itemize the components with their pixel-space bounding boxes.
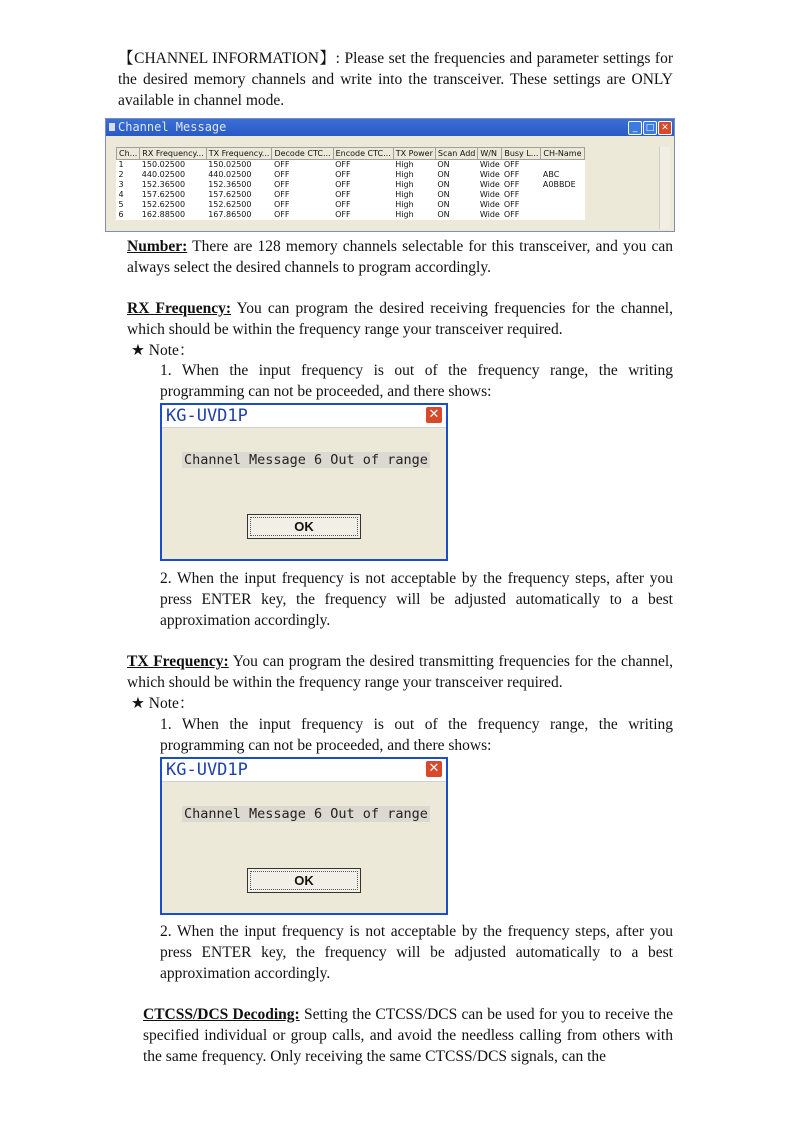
table-cell[interactable]: OFF: [273, 180, 290, 189]
table-cell[interactable]: ON: [437, 160, 450, 169]
table-cell[interactable]: Wide: [479, 160, 500, 169]
rx-item-2: 2. When the input frequency is not acceptable by the frequency steps, after you press ENTER key, the frequency will be adjusted automatically to a best approximation accordingly.: [160, 570, 673, 629]
column-header[interactable]: Decode CTC...: [272, 148, 333, 160]
table-cell[interactable]: Wide: [479, 200, 500, 209]
table-cell[interactable]: 150.02500: [141, 160, 186, 169]
table-cell[interactable]: OFF: [503, 200, 520, 209]
table-cell[interactable]: OFF: [335, 160, 351, 169]
table-row[interactable]: [117, 180, 585, 190]
table-cell[interactable]: High: [395, 200, 414, 209]
channel-window-titlebar: [106, 119, 674, 136]
tx-paragraph: [127, 651, 673, 693]
table-row[interactable]: [117, 170, 585, 180]
number-heading: Number:: [127, 238, 188, 255]
maximize-icon[interactable]: □: [643, 121, 657, 135]
ctcss-text: Setting the CTCSS/DCS can be used for you to receive the specified individual or group calls, and avoid the needless calling from others with the same frequency. Only receiving the same CTCSS/DCS signals, can the: [143, 1006, 673, 1065]
dialog-message: Channel Message 6 Out of range: [184, 452, 428, 468]
channel-message-window: [105, 118, 675, 232]
table-cell[interactable]: OFF: [335, 180, 351, 189]
table-cell[interactable]: ABC: [542, 170, 560, 179]
table-cell[interactable]: 162.88500: [141, 210, 186, 219]
table-cell[interactable]: Wide: [479, 190, 500, 199]
ctcss-heading: CTCSS/DCS Decoding:: [143, 1006, 300, 1023]
dialog-message: Channel Message 6 Out of range: [184, 806, 428, 822]
table-cell[interactable]: Wide: [479, 210, 500, 219]
table-cell[interactable]: 440.02500: [208, 170, 252, 179]
table-row[interactable]: [117, 160, 585, 171]
table-cell[interactable]: 152.36500: [208, 180, 252, 189]
table-cell[interactable]: ON: [437, 210, 450, 219]
column-header[interactable]: Ch...: [117, 148, 140, 160]
rx-item-1: 1. When the input frequency is out of the frequency range, the writing programming can not be proceeded, and there shows:: [160, 362, 673, 400]
table-cell[interactable]: Wide: [479, 180, 500, 189]
table-cell[interactable]: [541, 160, 584, 171]
table-cell[interactable]: 1: [118, 160, 124, 169]
rx-note: ★ Note：: [131, 342, 195, 359]
table-cell[interactable]: ON: [437, 200, 450, 209]
dialog-title: KG-UVD1P: [166, 406, 248, 426]
table-cell[interactable]: ON: [437, 170, 450, 179]
table-cell[interactable]: OFF: [503, 180, 520, 189]
table-cell[interactable]: OFF: [273, 210, 290, 219]
dialog-titlebar: [162, 759, 446, 782]
column-header[interactable]: Encode CTC...: [333, 148, 393, 160]
intro-text: : Please set the frequencies and parameter settings for the desired memory channels and write into the transceiver. These settings are ONLY available in channel mode.: [118, 50, 673, 109]
column-header[interactable]: TX Power: [393, 148, 435, 160]
rx-text: You can program the desired receiving frequencies for the channel, which should be within the frequency range your transceiver required.: [127, 300, 673, 338]
table-cell[interactable]: ON: [437, 190, 450, 199]
tx-error-dialog: [160, 757, 448, 915]
ok-button[interactable]: OK: [247, 868, 361, 893]
close-icon[interactable]: ✕: [425, 760, 443, 778]
table-cell[interactable]: High: [395, 160, 414, 169]
channel-window-title: Channel Message: [118, 120, 227, 134]
number-paragraph: [127, 236, 673, 278]
ok-button[interactable]: OK: [247, 514, 361, 539]
table-cell[interactable]: High: [395, 210, 414, 219]
column-header[interactable]: CH-Name: [541, 148, 584, 160]
table-cell[interactable]: OFF: [273, 160, 290, 169]
tx-heading: TX Frequency:: [127, 653, 229, 670]
table-cell[interactable]: OFF: [273, 200, 290, 209]
table-cell[interactable]: High: [395, 180, 414, 189]
intro-paragraph: [118, 48, 673, 111]
table-cell[interactable]: 167.86500: [208, 210, 252, 219]
table-cell[interactable]: [541, 210, 584, 220]
table-cell[interactable]: OFF: [273, 190, 290, 199]
rx-paragraph: [127, 298, 673, 340]
tx-text: You can program the desired transmitting frequencies for the channel, which should be within the frequency range your transceiver required.: [127, 653, 674, 691]
ctcss-paragraph: [143, 1004, 673, 1067]
column-header[interactable]: TX Frequency...: [206, 148, 272, 160]
table-row[interactable]: [117, 200, 585, 210]
table-cell[interactable]: OFF: [503, 210, 520, 219]
vertical-scrollbar[interactable]: [659, 147, 670, 229]
table-cell[interactable]: 152.62500: [208, 200, 252, 209]
table-cell[interactable]: Wide: [479, 170, 500, 179]
table-row[interactable]: [117, 210, 585, 220]
dialog-title: KG-UVD1P: [166, 760, 248, 780]
table-cell[interactable]: 152.62500: [141, 200, 186, 209]
intro-heading: 【CHANNEL INFORMATION】: [118, 50, 336, 67]
table-cell[interactable]: OFF: [335, 210, 351, 219]
table-cell[interactable]: 440.02500: [141, 170, 186, 179]
tx-note: ★ Note：: [131, 695, 195, 712]
column-header[interactable]: Scan Add: [435, 148, 477, 160]
table-cell[interactable]: High: [395, 170, 414, 179]
column-header[interactable]: W/N: [478, 148, 502, 160]
table-cell[interactable]: 150.02500: [208, 160, 252, 169]
table-cell[interactable]: 6: [118, 210, 124, 219]
table-cell[interactable]: OFF: [335, 200, 351, 209]
table-cell[interactable]: OFF: [503, 160, 520, 169]
minimize-icon[interactable]: _: [628, 121, 642, 135]
dialog-titlebar: [162, 405, 446, 428]
table-cell[interactable]: A0BBDE: [542, 180, 576, 189]
number-text: There are 128 memory channels selectable for this transceiver, and you can always select the desired channels to program accordingly.: [127, 238, 673, 276]
table-cell[interactable]: OFF: [335, 190, 351, 199]
table-cell[interactable]: 157.62500: [208, 190, 252, 199]
table-cell[interactable]: OFF: [335, 170, 351, 179]
close-icon[interactable]: ✕: [658, 121, 672, 135]
table-cell[interactable]: OFF: [273, 170, 290, 179]
table-cell[interactable]: ON: [437, 180, 450, 189]
table-cell[interactable]: 157.62500: [141, 190, 186, 199]
table-cell[interactable]: [541, 200, 584, 210]
table-cell[interactable]: 4: [118, 190, 124, 199]
window-app-icon: [109, 123, 115, 131]
table-cell[interactable]: 5: [118, 200, 124, 209]
table-cell[interactable]: 3: [118, 180, 124, 189]
table-cell[interactable]: 2: [118, 170, 124, 179]
column-header[interactable]: Busy L...: [502, 148, 541, 160]
tx-item-1: 1. When the input frequency is out of the frequency range, the writing programming can not be proceeded, and there shows:: [160, 716, 673, 754]
close-icon[interactable]: ✕: [425, 406, 443, 424]
table-cell[interactable]: 152.36500: [141, 180, 186, 189]
table-row[interactable]: [117, 190, 585, 200]
tx-item-2: 2. When the input frequency is not acceptable by the frequency steps, after you press ENTER key, the frequency will be adjusted automatically to a best approximation accordingly.: [160, 923, 673, 982]
table-cell[interactable]: [541, 190, 584, 200]
table-cell[interactable]: OFF: [503, 190, 520, 199]
rx-error-dialog: [160, 403, 448, 561]
rx-heading: RX Frequency:: [127, 300, 232, 317]
table-cell[interactable]: High: [395, 190, 414, 199]
column-header[interactable]: RX Frequency...: [140, 148, 206, 160]
table-cell[interactable]: OFF: [503, 170, 520, 179]
channel-table: [116, 147, 585, 220]
